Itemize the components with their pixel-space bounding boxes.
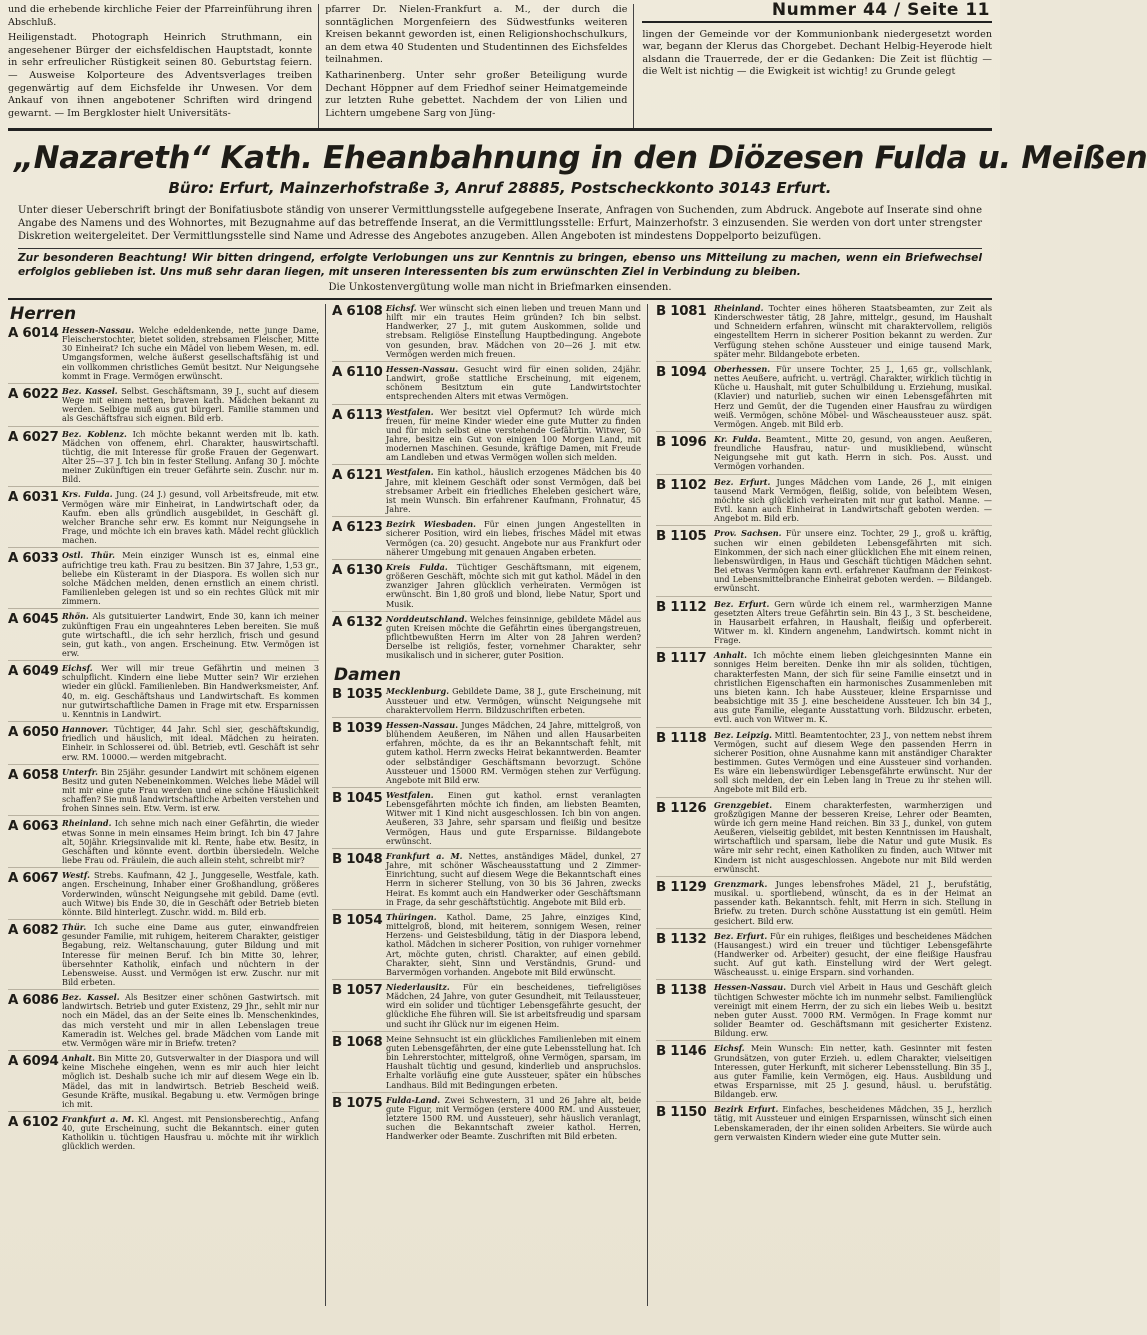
ad-entry xyxy=(332,1035,641,1093)
ads-list xyxy=(332,687,641,1143)
ad-region: Ostl. Thür. xyxy=(62,550,115,561)
ad-entry xyxy=(656,1044,992,1102)
ad-code: B 1118 xyxy=(656,730,707,746)
ad-code: B 1126 xyxy=(656,800,707,816)
ad-body: Für unsere Tochter, 25 J., 1,65 gr., vollschlank, nettes Aeußere, aufricht. u. verträgl. Charakter, wirklich tüchtig in Küche u. Haushalt, mit guter Schulbildung u. Erziehung, musikal. (Klavier) und naturlieb, suchen wir einen Lebensgefährten mit Herz und Gemüt, der die Tugenden einer Hausfrau zu würdigen weiß. Vermögen, schöne Möbel- und Wäscheaussteuer ausz. spät. Vermögen. Angeb. mit Bild erb. xyxy=(714,363,993,429)
top-paragraph: Heiligenstadt. Photograph Heinrich Struthmann, ein angesehener Bürger der eichsfeldischen Hauptstadt, konnte in sehr erfreulicher Rüstigkeit seinen 80. Geburtstag feiern. — Ausweise Kolporteure des Adventsverlages treiben gegenwärtig auf dem Eichsfelde ihr Unwesen. Vor dem Ankauf von ihnen angebotener Schriften wird dringend gewarnt. — Im Bergkloster hielt Universitäts- xyxy=(8,32,313,119)
ad-body: Ich möchte einem lieben gleichgesinnten Manne ein sonniges Heim bereiten. Denke ihn mir als soliden, tüchtigen, charakterfesten Mann, der sich für seine Familie einsetzt und in christlichen Eigenschaften ein harmonisches Zusammenleben mit uns bieten kann. Ich habe Aussteuer, kleine Ersparnisse und beabsichtige mit 35 J. eine bescheidene Aussteuer. Ich bin 34 J., aus gute Familie, elegante Ausstattung vorh. Bildzuschr. erbeten, evtl. auch von Witwer m. K. xyxy=(714,650,992,725)
ad-code: B 1102 xyxy=(656,477,707,493)
ad-text xyxy=(62,430,319,485)
ad-code: B 1132 xyxy=(656,931,707,947)
ad-entry xyxy=(8,490,319,548)
ad-region: Hannover. xyxy=(62,724,109,735)
ad-code: A 6123 xyxy=(332,520,383,536)
ad-entry xyxy=(8,664,319,722)
ad-text xyxy=(386,721,641,785)
ad-entry xyxy=(656,478,992,527)
ad-entry xyxy=(332,365,641,405)
ad-region: Rheinland. xyxy=(714,302,764,313)
ad-entry xyxy=(8,725,319,765)
ad-code: A 6027 xyxy=(8,429,59,445)
ad-text xyxy=(386,408,641,463)
ad-region: Norddeutschland. xyxy=(386,613,468,624)
ad-code: A 6033 xyxy=(8,551,59,567)
ad-code: B 1096 xyxy=(656,435,707,451)
ad-body: Wer will mir treue Gefährtin und meinen 3 schulpflicht. Kindern eine liebe Mutter sein? Wir erziehen wieder ein glückl. Familienleben. Bin Handwerksmeister, Anf. 40, m. eig. Geschäftshaus und Landwirtschaft. Es kommen nur gutwirtschaftliche Damen in Frage mit etw. Ersparnissen u. Kenntnis in Landwirt. xyxy=(62,663,319,719)
intro-text: Unter dieser Ueberschrift bringt der Bonifatiusbote ständig von unserer Vermittlungsstelle aufgegebene Inserate, Anfragen von Suchenden, zum Abdruck. Angebote auf Inserate sind ohne Angabe des Namens und des Wohnortes, mit Bezugnahme auf das betreffende Inserat, an die Vermittlungsstelle: Erfurt, Mainzerhofstr. 3 einzusenden. Sie werden von dort unter strengster Diskretion weitergeleitet. Der Vermittlungsstelle sind Name und Adresse des Angebotes anzugeben. Allen Angeboten ist mindestens Doppelporto beizufügen. xyxy=(18,205,982,242)
ad-body: Ich möchte bekannt werden mit lb. kath. Mädchen von offenem, ehrl. Charakter, hauswirtschaftl. tüchtig, die mit Interesse für große Frauen der Gegenwart. Alter 25—37 J. Ich bin in fester Stellung. Anfang 30 J. möchte meiner Zukünftigen ein treuer Gefährte sein. Zuschr. nur m. Bild. xyxy=(62,428,319,485)
ad-body: Selbst. Geschäftsmann, 39 J., sucht auf diesem Wege mit einem netten, braven kath. Mädchen bekannt zu werden. Selbige muß aus gut bürgerl. Familie stammen und als Geschäftsfrau sich eignen. Bild erb. xyxy=(62,385,319,424)
ad-code: B 1150 xyxy=(656,1105,707,1121)
ad-region: Bezirk Wiesbaden. xyxy=(386,519,476,530)
ad-entry xyxy=(8,326,319,384)
ad-code: B 1054 xyxy=(332,912,383,928)
ad-code: A 6102 xyxy=(8,1115,59,1131)
ad-region: Thüringen. xyxy=(386,911,437,922)
special-notice: Zur besonderen Beachtung! Wir bitten dringend, erfolgte Verlobungen uns zur Kenntnis zu bringen, ebenso uns Mitteilung zu machen, wenn ein Briefwechsel erfolglos geblieben ist. Uns muß sehr daran liegen, mit unseren Interessenten bis zum erwünschten Ziel in Verbindung zu bleiben. xyxy=(18,248,982,280)
top-news-strip xyxy=(8,0,992,131)
ad-region: Hessen-Nassau. xyxy=(386,719,459,730)
ad-code: A 6063 xyxy=(8,819,59,835)
ad-code: B 1117 xyxy=(656,651,707,667)
ad-body: Gebildete Dame, 38 J., gute Erscheinung, mit Aussteuer und etw. Vermögen, wünscht Neigungsehe mit charaktervollem Herrn. Bildzuschriften erbeten. xyxy=(386,686,641,715)
ad-body: Mittl. Beamtentochter, 23 J., von nettem nebst ihrem Vermögen, sucht auf diesem Wege den passenden Herrn in sicherer Position, ohne Ausnahme kann mit anständiger Charakter bestimmen. Gutes Vermögen und eine Aussteuer sind vorhanden. Es wäre ein liebenswürdiger Lebensgefährte erwünscht. Nur der soll sich melden, der ein Leben lang in Treue zu ihr stehen will. Angebote mit Bild erb. xyxy=(714,729,992,795)
ad-body: Für ein ruhiges, fleißiges und bescheidenes Mädchen (Hausangest.) wird ein treuer und tüchtiger Lebensgefährte (Handwerker od. Arbeiter) gesucht, der eine fleißige Hausfrau sucht. Auf gut kath. Einstellung wird der Wert gelegt. Wäscheausst. u. einige Ersparn. sind vorhanden. xyxy=(714,930,993,978)
ad-code: A 6094 xyxy=(8,1054,59,1070)
ads-list xyxy=(656,304,992,1144)
ad-code: B 1094 xyxy=(656,364,707,380)
ad-entry xyxy=(8,1115,319,1154)
ad-region: Bez. Leipzig. xyxy=(714,729,773,740)
ad-text xyxy=(714,435,992,472)
ad-text xyxy=(62,993,319,1048)
ad-entry xyxy=(656,880,992,929)
ad-entry xyxy=(8,768,319,817)
ad-text xyxy=(62,490,319,545)
ad-entry xyxy=(332,983,641,1032)
ad-code: A 6121 xyxy=(332,468,383,484)
ad-code: B 1129 xyxy=(656,879,707,895)
ad-text xyxy=(386,1035,641,1090)
ad-body: Kl. Angest. mit Pensionsberechtig., Anfang 40, gute Erscheinung, sucht die Bekanntsch. einer guten Katholikin u. tüchtigen Hausfrau u. möchte mit ihr wirklich glücklich werden. xyxy=(62,1114,320,1152)
ad-body: Kathol. Dame, 25 Jahre, einziges Kind, mittelgroß, blond, mit heiterem, sonnigem Wesen, reiner Herzens- und Geistesbildung, tätig in der Diaspora lebend, kathol. Mädchen in sicherer Position, von ruhiger vornehmer Art, möchte guten, christl. Charakter, auf einen gebild. Charakter, sieht, Sinn und Verständnis, Grund- und Barvermögen vorhanden. Angebote mit Bild erwünscht. xyxy=(386,911,641,977)
ad-text xyxy=(386,1096,641,1142)
ad-text xyxy=(714,478,992,524)
ad-entry xyxy=(656,1105,992,1144)
ad-region: Kreis Fulda. xyxy=(386,561,448,572)
ad-entry xyxy=(656,529,992,596)
ad-text xyxy=(386,983,641,1029)
ad-entry xyxy=(332,520,641,560)
ad-body: Strebs. Kaufmann, 42 J., Junggeselle, Westfale, kath. angen. Erscheinung, Inhaber einer Großhandlung, größeres Vorderwinden, wünscht Neigungsehe mit gebild. Dame (evtl. auch Witwe) bis Ende 30, die in Geschäft oder Betrieb bieten könnte. Bild hinterlegt. Zuschr. widd. m. Bild erb. xyxy=(62,870,319,917)
ad-region: Fulda-Land. xyxy=(386,1094,441,1105)
ad-text xyxy=(386,520,641,557)
ad-region: Bez. Kassel. xyxy=(62,385,118,396)
ad-body: Als Besitzer einer schönen Gastwirtsch. mit landwirtsch. Betrieb und guter Existenz, 29 Jhr., sehlt mir nur noch ein Mädel, das an der Seite eines lb. Menschenkindes, das mich versteht und mir in allen Lebenslagen treue Kameradin ist. Welches gel. brade Mädchen vom Lande mit etw. Vermögen wäre mir in Briefw. treten? xyxy=(62,992,319,1048)
ad-entry xyxy=(8,430,319,488)
ad-region: Grenzmark. xyxy=(714,878,768,889)
ad-region: Bezirk Erfurt. xyxy=(714,1104,779,1115)
ad-body: Meine Sehnsucht ist ein glückliches Familienleben mit einem guten Lebensgefährten, der eine gute Lebensstellung hat. Ich bin Lehrerstochter, mittelgroß, ohne Vermögen, sparsam, im Haushalt tüchtig und gesund, kinderlieb und anspruchslos. Erhalte vorläufig eine gute Aussteuer, später ein hübsches Landhaus. Bild mit Bedingungen erbeten. xyxy=(386,1033,641,1090)
ad-region: Hessen-Nassau. xyxy=(386,363,459,374)
ad-entry xyxy=(8,871,319,920)
ad-region: Unterfr. xyxy=(62,766,98,777)
ad-entry xyxy=(332,852,641,910)
divider xyxy=(8,298,992,300)
ad-region: Anhalt. xyxy=(714,650,747,661)
ad-code: B 1081 xyxy=(656,303,707,319)
ad-entry xyxy=(8,1054,319,1112)
ad-entry xyxy=(332,563,641,612)
ad-code: A 6014 xyxy=(8,325,59,341)
ad-region: Westfalen. xyxy=(386,406,434,417)
ad-text xyxy=(714,1044,992,1099)
ad-region: Bez. Erfurt. xyxy=(714,930,768,941)
ad-code: A 6132 xyxy=(332,614,383,630)
ad-region: Prov. Sachsen. xyxy=(714,528,782,539)
ad-region: Bez. Erfurt. xyxy=(714,476,771,487)
ad-body: Als gutsituierter Landwirt, Ende 30, kann ich meiner zukünftigen Frau ein ungeahnteres Leben bereiten. Sie muß gute wirtschaftl., die ich sehr herzlich, frisch und gesund sein, gut kath., von angen. Erscheinung. Etw. Vermögen ist erw. xyxy=(62,611,319,658)
ad-entry xyxy=(332,304,641,362)
ad-body: Ein kathol., häuslich erzogenes Mädchen bis 40 Jahre, mit kleinem Geschäft oder sonst Vermögen, daß bei strebsamer Arbeit ein friedliches Eheleben gesichert wäre, ist mein Wunsch. Bin erfahrener Kaufmann, Frohnatur, 45 Jahre. xyxy=(386,467,641,515)
ads-list xyxy=(332,304,641,662)
top-paragraph: lingen der Gemeinde vor der Kommunionbank niedergesetzt worden war, begann der Klerus das Chorgebet. Dechant Helbig-Heyerode hielt alsdann die Trauerrede, der er die Gedanken: Die Zeit ist flüchtig — die Welt ist nichtig — die Ewigkeit ist wichtig! zu Grunde gelegt xyxy=(642,28,992,78)
ad-body: Mein einziger Wunsch ist es, einmal eine aufrichtige treu kath. Frau zu besitzen. Bin 37 Jahre, 1,53 gr., beliebe ein Küsteramt in der Diaspora. Es wollen sich nur solche Mädchen melden, denen ernstlich an einem christl. Familienleben gelegen ist und so ein rechtes Glück mit mir zimmern. xyxy=(62,550,319,607)
ad-code: B 1057 xyxy=(332,982,383,998)
ad-body: Wer besitzt viel Opfermut? Ich würde mich freuen, für meine Kinder wieder eine gute Mutter zu finden und für mich selbst eine verstehende Gefährtin. Witwer, 50 Jahre, besitze ein Gut von einigen 100 Morgen Land, mit modernen Maschinen. Gesunde, kräftige Damen, mit Freude am Landleben und etwas Vermögen wollen sich melden. xyxy=(386,406,641,463)
ad-text xyxy=(62,551,319,606)
ad-text xyxy=(386,913,641,977)
ad-code: B 1138 xyxy=(656,983,707,999)
ad-text xyxy=(386,687,641,714)
ad-entry xyxy=(332,468,641,517)
ad-region: Hessen-Nassau. xyxy=(714,982,787,993)
ad-region: Frankfurt a. M. xyxy=(62,1114,135,1125)
ad-region: Thür. xyxy=(62,922,87,933)
ad-body: Beamtent., Mitte 20, gesund, von angen. Aeußeren, freundliche Hausfrau, natur- und musikliebend, wünscht Neigungsehe mit gut kath. Herrn in sich. Pos. Ausst. und Vermögen vorhanden. xyxy=(714,434,992,472)
ad-body: Tüchtiger Geschäftsmann, mit eigenem, größeren Geschäft, möchte sich mit gut kathol. Mädel in den zwanziger Jahren glücklich verheiraten. Vermögen ist erwünscht. Bin 1,80 groß und blond, liebe Natur, Sport und Musik. xyxy=(386,561,641,609)
ad-text xyxy=(386,791,641,846)
ad-body: Ich suche eine Dame aus guter, einwandfreien gesunder Familie, mit ruhigem, heiterem Charakter, geistiger Begabung, reiz. Weltanschauung, guter Bildung und mit Interesse für meinen Beruf. Ich bin Mitte 30, lehrer, übersehnter Katholik, einfach und nüchtern in der Lebensweise. Ausst. und Vermögen ist erw. Zuschr. nur mit Bild erbeten. xyxy=(62,922,320,987)
ad-body: Jung. (24 J.) gesund, voll Arbeitsfreude, mit etw. Vermögen wäre mir Einheirat, in Landwirtschaft oder, da Kaufm. eben alls gründlich ausgebildet, in Geschäft gl. welcher Branche sehr erw. Es kommt nur Neigungsehe in Frage, und möchte ich ein braves kath. Mädel recht glücklich machen. xyxy=(62,489,319,546)
ad-region: Niederlausitz. xyxy=(386,981,450,992)
ad-region: Rheinland. xyxy=(62,818,112,829)
ad-region: Bez. Koblenz. xyxy=(62,428,127,439)
top-paragraph: und die erhebende kirchliche Feier der Pfarreinführung ihren Abschluß. xyxy=(8,4,313,28)
ad-entry xyxy=(8,923,319,990)
ad-region: Grenzgebiet. xyxy=(714,799,773,810)
ad-entry xyxy=(656,435,992,475)
ad-entry xyxy=(332,408,641,466)
ads-columns xyxy=(8,304,992,1306)
ad-region: Oberhessen. xyxy=(714,363,771,374)
ad-entry xyxy=(8,612,319,661)
ad-text xyxy=(62,819,319,865)
ad-region: Bez. Erfurt. xyxy=(714,598,770,609)
ad-body: Für einen jungen Angestellten in sicherer Position, wird ein liebes, frisches Mädel mit etwas Vermögen (ca. 20) gesucht. Angebote nur aus Frankfurt oder näherer Umgebung mit genauen Angaben erbeten. xyxy=(386,519,641,557)
masthead xyxy=(8,131,1147,294)
ad-body: Bin 25jähr. gesunder Landwirt mit schönem eigenen Besitz und guten Nebeneinkommen. Welches liebe Mädel will mit mir eine gute Frau werden und eine schöne Häuslichkeit schaffen? Sie muß landwirtschaftliche Arbeiten verstehen und frohen Sinnes sein. Etw. Verm. ist erw. xyxy=(62,766,319,814)
ads-column-3 xyxy=(648,304,992,1306)
ad-text xyxy=(714,1105,992,1142)
ad-body: Für ein bescheidenes, tiefreligiöses Mädchen, 24 Jahre, von guter Gesundheit, mit Teilaussteuer, wird ein solider und tüchtiger Lebensgefährte gesucht, der glückliche Ehe führen will. Sie ist arbeitsfreudig und sparsam und sucht ihr Glück nur im eigenen Heim. xyxy=(386,981,641,1029)
ad-code: A 6050 xyxy=(8,725,59,741)
ad-entry xyxy=(8,387,319,427)
ad-code: B 1068 xyxy=(332,1034,383,1050)
ad-region: Westfalen. xyxy=(386,467,434,478)
ad-body: Gesucht wird für einen soliden, 24jähr. Landwirt, große stattliche Erscheinung, mit eigenem, schönem Besitztum ein gute Landwirtstochter entsprechenden Alters mit etwas Vermögen. xyxy=(386,363,641,402)
ad-code: B 1112 xyxy=(656,599,707,615)
ad-code: A 6086 xyxy=(8,993,59,1009)
ad-body: Für unsere einz. Tochter, 29 J., groß u. kräftig, suchen wir einen gebildeten Lebensgefährten mit sich. Einkommen, der sich nach einer glücklichen Ehe mit einem reinen, liebenswürdigen, in Haus und Geschäft tüchtigen Mädchen sehnt. Bei etwas Vermögen kann evtl. erfahrener Kaufmann der Feinkost- und Lebensmittelbranche Einheirat geboten werden. — Bildangeb. erwünscht. xyxy=(714,528,992,594)
ad-entry xyxy=(332,791,641,849)
ad-body: Zwei Schwestern, 31 und 26 Jahre alt, beide gute Figur, mit Vermögen (erstere 4000 RM. und Aussteuer, letztere 1500 RM. und Aussteuer), sehr häuslich veranlagt, suchen die Bekanntschaft zweier kathol. Herren, Handwerker oder Beamte. Zuschriften mit Bild erbeten. xyxy=(386,1094,642,1142)
ad-text xyxy=(62,664,319,719)
ads-list xyxy=(8,326,319,1154)
ad-code: A 6130 xyxy=(332,562,383,578)
ad-text xyxy=(62,768,319,814)
ad-text xyxy=(714,529,992,593)
ad-entry xyxy=(332,913,641,980)
ad-code: B 1035 xyxy=(332,687,383,703)
top-column-2 xyxy=(319,4,634,128)
ad-text xyxy=(62,725,319,762)
ad-text xyxy=(714,304,992,359)
ad-text xyxy=(714,932,992,978)
ad-code: B 1146 xyxy=(656,1044,707,1060)
ad-code: B 1048 xyxy=(332,851,383,867)
ad-entry xyxy=(332,687,641,717)
ad-text xyxy=(386,365,641,402)
ad-region: Krs. Fulda. xyxy=(62,489,113,500)
ad-text xyxy=(386,615,641,661)
ad-code: A 6058 xyxy=(8,767,59,783)
ad-body: Mein Wunsch: Ein netter, kath. Gesinnter mit festen Grundsätzen, von guter Erzieh. u. edlem Charakter, vielseitigen Interessen, guter Herkunft, mit sicherer Lebensstellung. Bin 35 J., aus guter Familie, kein Vermögen, eig. Haus. Ausbildung und etwas Ersparnisse, mit 25 J. gesund, häusl. u. berufstätig. Bildangeb. erw. xyxy=(714,1043,992,1100)
top-paragraph: Katharinenberg. Unter sehr großer Beteiligung wurde Dechant Höppner auf dem Friedhof seiner Heimatgemeinde zur letzten Ruhe gebettet. Nachdem der von Lilien und Lichtern umgebene Sarg von Jüng- xyxy=(325,69,628,119)
ad-entry xyxy=(332,721,641,788)
top-column-3 xyxy=(634,0,992,128)
ad-region: Hessen-Nassau. xyxy=(62,324,135,335)
ad-text xyxy=(714,983,992,1038)
ad-text xyxy=(714,365,992,429)
page-number: Nummer 44 / Seite 11 xyxy=(642,4,992,23)
top-paragraph: pfarrer Dr. Nielen-Frankfurt a. M., der durch die sonntäglichen Morgenfeiern des Südwestfunks weiteren Kreisen bekannt geworden ist, einen Religionshochschulkurs, an dem etwa 40 Studenten und Studentinnen des Eichsfeldes teilnahmen. xyxy=(325,4,628,66)
ad-code: A 6045 xyxy=(8,612,59,628)
ad-body: Gern würde ich einem rel., warmherzigen Manne gesetzten Alters treue Gefährtin sein. Bin 43 J., 3 St. bescheidene, in Hausarbeit erfahren, in Haushalt, fleißig und opferbereit. Witwer m. kl. Kindern angenehm, Landwirtsch. kommt nicht in Frage. xyxy=(714,598,992,646)
ad-body: Tochter eines höheren Staatsbeamten, zur Zeit als Kinderschwester tätig, 28 Jahre, mittelgr., gesund, im Haushalt und Schneidern erfahren, wünscht mit charaktervollem, religiös eingestelltem Herrn in sicherer Position bekannt zu werden. Zur Verfügung stehen schöne Aussteuer und einige tausend Mark, später mehr. Bildangebote erbeten. xyxy=(714,302,992,359)
ad-text xyxy=(386,304,641,359)
ad-entry xyxy=(656,801,992,877)
ad-text xyxy=(62,387,319,424)
ad-text xyxy=(714,801,992,874)
ad-text xyxy=(62,923,319,987)
ad-region: Westfalen. xyxy=(386,790,434,801)
ad-body: Ich sehne mich nach einer Gefährtin, die wieder etwas Sonne in mein einsames Heim bringt. Ich bin 47 Jahre alt, 50jähr. Kriegsinvalide mit kl. Rente, habe etw. Besitz, in Geschäften und könnte event. dortbin übersiedeln. Welche liebe Frau od. Fräulein, die auch allein steht, schreibt mir? xyxy=(62,818,319,866)
ad-text xyxy=(714,600,992,646)
ad-region: Bez. Kassel. xyxy=(62,992,120,1003)
ad-body: Tüchtiger, 44 Jahr. Schl sier, geschäftskundig, friedlich und häuslich, mit ideal. Mädchen zu heiraten. Einheir. in Schlosserei od. übl. Betrieb, evtl. Geschäft ist sehr erw. RM. 10000.— werden mitgebracht. xyxy=(62,724,319,762)
ad-region: Eichsf. xyxy=(386,302,417,313)
ad-region: Anhalt. xyxy=(62,1053,95,1064)
postage-notice: Die Unkostenvergütung wolle man nicht in Briefmarken einsenden. xyxy=(328,281,672,293)
ad-body: Einen gut kathol. ernst veranlagten Lebensgefährten möchte ich finden, am liebsten Beamten, Witwer mit 1 Kind nicht ausgeschlossen. Ich bin von angen. Aeußeren, 33 Jahre, sehr sparsam und fleißig und besitze Vermögen, Haus und gute Ersparnisse. Bildangebote erwünscht. xyxy=(386,790,641,846)
ad-body: Junges lebensfrohes Mädel, 21 J., berufstätig, musikal. u. sportliebend, wünscht, da es in der Heimat an passender kath. Bekanntsch. fehlt, mit Herrn in sich. Stellung in Briefw. zu treten. Durch schöne Ausstattung ist ein gemütl. Heim gesichert. Bild erw. xyxy=(714,878,993,926)
ad-code: A 6082 xyxy=(8,923,59,939)
ad-entry xyxy=(332,615,641,663)
ads-column-1 xyxy=(8,304,326,1306)
ad-code: A 6110 xyxy=(332,364,383,380)
section-heading-damen: Damen xyxy=(334,665,401,686)
ad-body: Einfaches, bescheidenes Mädchen, 35 J., herzlich tätig, mit Aussteuer und einigen Ersparnissen, wünscht sich einen Lebenskameraden, der ihr einen soliden Arbeiters. Sie würde auch gern verwaisten Kindern wieder eine gute Mutter sein. xyxy=(714,1104,992,1142)
ad-code: B 1039 xyxy=(332,720,383,736)
ad-text xyxy=(62,871,319,917)
ad-text xyxy=(62,1115,319,1152)
ad-code: A 6022 xyxy=(8,386,59,402)
ad-text xyxy=(386,468,641,514)
ads-column-2 xyxy=(326,304,648,1306)
ad-region: Eichsf. xyxy=(62,663,93,674)
ad-entry xyxy=(656,365,992,432)
ad-body: Einem charakterfesten, warmherzigen und großzügigen Manne der besseren Kreise, Lehrer oder Beamten, würde ich gern meine Hand reichen. Bin 33 J., dunkel, von gutem Aeußeren, vielseitig gebildet, mit besten Kenntnissen im Haushalt, wirtschaftlich und sparsam, liebe die Natur und gute Musik. Es wäre mir sehr recht, einen Katholiken zu finden, auch Witwer mit Kindern ist nicht ausgeschlossen. Angebote nur mit Bild werden erwünscht. xyxy=(714,799,992,874)
ad-text xyxy=(386,563,641,609)
ad-text xyxy=(62,1054,319,1109)
ad-code: A 6108 xyxy=(332,303,383,319)
ad-region: Mecklenburg. xyxy=(386,686,450,697)
ad-code: B 1105 xyxy=(656,529,707,545)
ad-text xyxy=(62,326,319,381)
ad-body: Welches feinsinnige, gebildete Mädel aus guten Kreisen möchte die Gefährtin eines übergangstreuen, pflichtbewußten Herrn im Alter von 28 Jahren werden? Derselbe ist religiös, fester, vornehmer Charakter, sehr musikalisch und in sicherer, guter Position. xyxy=(386,613,641,661)
ad-entry xyxy=(656,600,992,649)
ad-entry xyxy=(656,731,992,798)
ad-region: Rhön. xyxy=(62,611,89,622)
ad-region: Frankfurt a. M. xyxy=(386,850,463,861)
ad-entry xyxy=(8,551,319,609)
ad-entry xyxy=(656,651,992,727)
ad-entry xyxy=(656,983,992,1041)
ad-code: A 6049 xyxy=(8,664,59,680)
ad-entry xyxy=(8,993,319,1051)
ad-code: A 6067 xyxy=(8,871,59,887)
ad-region: Kr. Fulda. xyxy=(714,434,761,445)
ad-entry xyxy=(8,819,319,868)
ad-text xyxy=(714,880,992,926)
ad-region: Eichsf. xyxy=(714,1043,745,1054)
ad-entry xyxy=(656,304,992,362)
ad-body: Welche edeldenkende, nette junge Dame, Fleischerstochter, bietet soliden, strebsamen Fleischer, Mitte 30 Einheirat? Ich suche ein Mädel von liebem Wesen, m. edl. Umgangsformen, welche äußerst gesellschaftsfähig ist und ein vollkommen christliches Gemüt besitzt. Nur Neigungsehe kommt in Frage. Vermögen erwünscht. xyxy=(62,324,320,381)
ad-text xyxy=(714,731,992,795)
ad-region: Westf. xyxy=(62,870,90,881)
ad-body: Nettes, anständiges Mädel, dunkel, 27 Jahre, mit schöner Wäscheausstattung und 2 Zimmer-Einrichtung, sucht auf diesem Wege die Bekanntschaft eines Herrn in sicherer Stellung, von 30 bis 36 Jahren, zwecks Heirat. Es kommt auch ein Handwerker oder Geschäftsmann in Frage, da sehr geschäftstüchtig. Angebote mit Bild erb. xyxy=(386,850,641,907)
office-address: Büro: Erfurt, Mainzerhofstraße 3, Anruf 28885, Postscheckkonto 30143 Erfurt. xyxy=(168,179,832,197)
ad-code: A 6031 xyxy=(8,490,59,506)
ad-code: A 6113 xyxy=(332,407,383,423)
page-title: „Nazareth“ Kath. Eheanbahnung in den Diözesen Fulda u. Meißen xyxy=(14,140,1147,176)
ad-text xyxy=(386,852,641,907)
ad-body: Wer wünscht sich einen lieben und treuen Mann und hilft mir ein trautes Heim gründen? Ich bin selbst. Handwerker, 27 J., mit gutem Auskommen, solide und strebsam. Religiöse Einstellung Hauptbedingung. Angebote von gesunden, brav. Mädchen von 20—26 J. mit etw. Vermögen werden mich freuen. xyxy=(386,302,642,359)
ad-body: Durch viel Arbeit in Haus und Geschäft gleich tüchtigen Schwester möchte ich im nunmehr selbst. Familienglück vereinigt mit einem Herrn, der zu sich ein liebes Weib u. besitzt neben guter Ausst. 7000 RM. Vermögen. In Frage kommt nur solider Beamter od. Geschäftsmann mit gesicherter Existenz. Bildung. erw. xyxy=(714,982,993,1039)
top-column-1 xyxy=(8,4,319,128)
ad-code: B 1045 xyxy=(332,791,383,807)
ad-text xyxy=(62,612,319,658)
ad-body: Bin Mitte 20, Gutsverwalter in der Diaspora und will keine Mischehe eingehen, wenn es mir auch hier leicht möglich ist. Deshalb suche ich mir auf diesem Wege ein lb. Mädel, das mit in landwirtsch. Betrieb Bescheid weiß. Gesunde Kräfte, musikal. Begabung u. etw. Vermögen bringe ich mit. xyxy=(62,1053,319,1109)
ad-code: B 1075 xyxy=(332,1095,383,1111)
section-heading-herren: Herren xyxy=(10,303,77,324)
ad-entry xyxy=(656,932,992,981)
ad-entry xyxy=(332,1096,641,1144)
ad-body: Junges Mädchen, 24 Jahre, mittelgroß, von blühendem Aeußeren, im Nähen und allen Hausarbeiten erfahren, möchte, da es ihr an Bekanntschaft fehlt, mit gutem kathol. Herrn zwecks Heirat bekanntwerden. Beamter oder selbständiger Geschäftsmann bevorzugt. Schöne Aussteuer und 15000 RM. Vermögen stehen zur Verfügung. Angebote mit Bild erw. xyxy=(386,719,642,785)
ad-text xyxy=(714,651,992,724)
ad-body: Junges Mädchen vom Lande, 26 J., mit einigen tausend Mark Vermögen, fleißig, solide, von beleibtem Wesen, möchte sich glücklich verheiraten mit nur gut kathol. Manne. — Evtl. kann auch Einheirat in Landwirtschaft geboten werden. — Angebot m. Bild erb. xyxy=(714,476,993,524)
